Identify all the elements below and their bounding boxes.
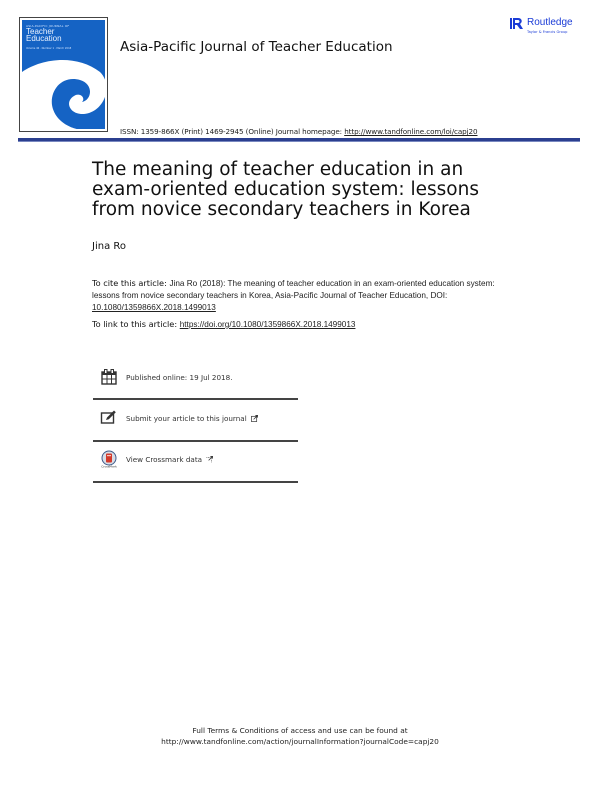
svg-text:CrossMark: CrossMark: [101, 464, 117, 468]
published-online-text: Published online: 19 Jul 2018.: [126, 372, 233, 382]
crossmark-text: View Crossmark data: [126, 454, 203, 464]
journal-cover: [19, 17, 108, 132]
cite-text: Jina Ro (2018): The meaning of teacher education in an exam-oriented education system: lessons from novice secondary teachers in Korea, Asia-Pacific Journal of Teacher Education, DOI:: [92, 279, 495, 300]
header-rule: [18, 138, 580, 142]
journal-homepage-link[interactable]: http://www.tandfonline.com/loi/capj20: [344, 127, 478, 136]
cover-title-line2: Education: [26, 34, 62, 43]
journal-title: Asia-Pacific Journal of Teacher Education: [120, 39, 393, 55]
crossmark-icon: [100, 450, 118, 468]
cover-kicker: ASIA-PACIFIC JOURNAL OF: [26, 24, 70, 28]
submit-article-text: Submit your article to this journal: [126, 413, 247, 423]
calendar-icon: [100, 368, 118, 386]
cover-volume: Volume 46 · Number 1 · March 2018: [26, 47, 72, 50]
divider: [93, 440, 298, 442]
publisher-tagline: Taylor & Francis Group: [527, 30, 568, 34]
author-name: Jina Ro: [92, 241, 126, 252]
publisher-name: Routledge: [527, 17, 573, 28]
issn-line: [120, 127, 478, 136]
external-link-icon: [251, 415, 258, 422]
published-online-row: [100, 366, 232, 388]
crossmark-link[interactable]: [100, 448, 213, 470]
divider: [93, 398, 298, 400]
cite-label: To cite this article:: [92, 278, 170, 288]
cover-artwork: [22, 20, 105, 129]
article-link-block: [92, 319, 355, 329]
external-link-icon: [206, 456, 213, 463]
citation-block: [92, 277, 512, 314]
footer-terms-text: Full Terms & Conditions of access and use can be found at: [192, 726, 408, 735]
edit-icon: [100, 409, 118, 427]
publisher-logo: [510, 16, 590, 40]
article-title: The meaning of teacher education in an exam-oriented education system: lessons from novice secondary teachers in Korea: [92, 159, 479, 220]
issn-text: ISSN: 1359-866X (Print) 1469-2945 (Online) Journal homepage:: [120, 127, 345, 136]
cover-title-line1: Teacher: [26, 27, 55, 36]
article-doi-url-link[interactable]: https://doi.org/10.1080/1359866X.2018.1499013: [179, 320, 356, 329]
routledge-r-icon: [510, 16, 524, 38]
footer-journal-info-url[interactable]: http://www.tandfonline.com/action/journalInformation?journalCode=capj20: [161, 737, 439, 746]
cover-title: [26, 28, 62, 42]
divider: [93, 481, 298, 483]
doi-link[interactable]: 10.1080/1359866X.2018.1499013: [92, 303, 216, 312]
cover-publisher-box: [25, 116, 51, 126]
link-label: To link to this article:: [92, 319, 180, 329]
submit-article-link[interactable]: [100, 407, 258, 429]
footer: [0, 725, 600, 747]
